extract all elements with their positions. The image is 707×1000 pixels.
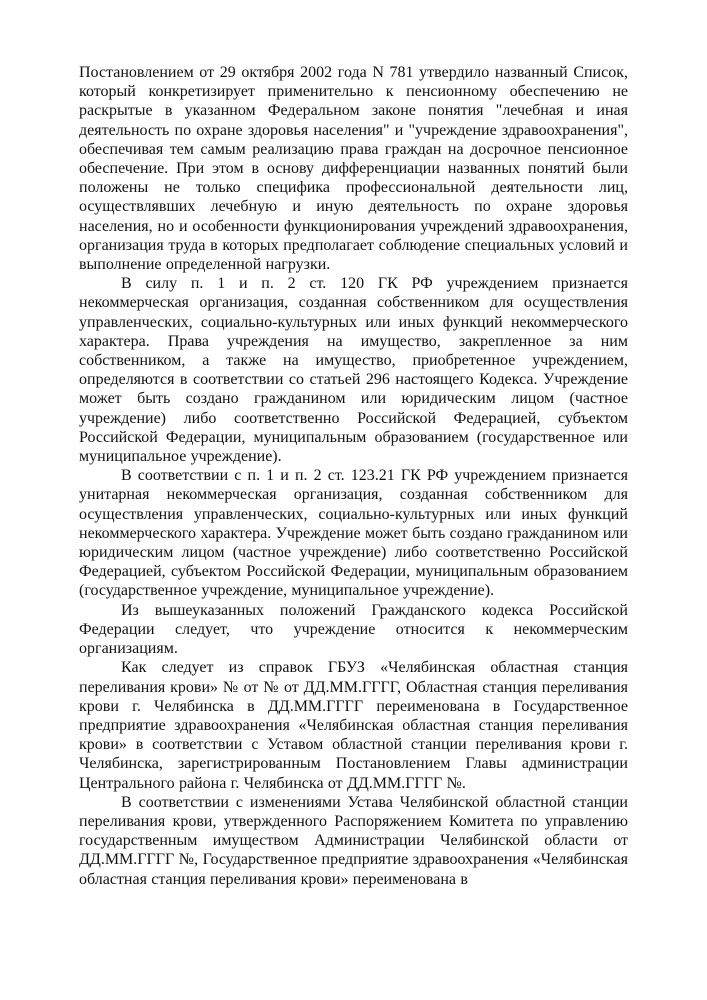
document-paragraph: Как следует из справок ГБУЗ «Челябинская областная станция переливания крови» № от № от ДД.ММ.ГГГГ, Областная станция переливания крови г. Челябинска в ДД.ММ.ГГГГ переименована в Государственное предприятие здравоохранения «Челябинская областная станция переливания крови» в соответствии с Уставом областной станции переливания крови г. Челябинска, зарегистрированным Постановлением Главы администрации Центрального района г. Челябинска от ДД.ММ.ГГГГ №. bbox=[79, 659, 628, 792]
document-paragraph: В соответствии с п. 1 и п. 2 ст. 123.21 ГК РФ учреждением признается унитарная некоммерческая организация, созданная собственником для осуществления управленческих, социально-культурных или иных функций некоммерческого характера. Учреждение может быть создано гражданином или юридическим лицом (частное учреждение) либо соответственно Российской Федерацией, субъектом Российской Федерации, муниципальным образованием (государственное учреждение, муниципальное учреждение). bbox=[79, 467, 628, 600]
document-text-block bbox=[79, 63, 628, 889]
document-paragraph: В соответствии с изменениями Устава Челябинской областной станции переливания крови, утвержденного Распоряжением Комитета по управлению государственным имуществом Администрации Челябинской области от ДД.ММ.ГГГГ №, Государственное предприятие здравоохранения «Челябинская областная станция переливания крови» переименована в bbox=[79, 793, 628, 888]
document-paragraph: Постановлением от 29 октября 2002 года N 781 утвердило названный Список, который конкретизирует применительно к пенсионному обеспечению не раскрытые в указанном Федеральном законе понятия "лечебная и иная деятельность по охране здоровья населения" и "учреждение здравоохранения", обеспечивая тем самым реализацию права граждан на досрочное пенсионное обеспечение. При этом в основу дифференциации названных понятий были положены не только специфика профессиональной деятельности лиц, осуществлявших лечебную и иную деятельность по охране здоровья населения, но и особенности функционирования учреждений здравоохранения, организация труда в которых предполагает соблюдение специальных условий и выполнение определенной нагрузки. bbox=[79, 64, 628, 274]
document-paragraph: Из вышеуказанных положений Гражданского кодекса Российской Федерации следует, что учреждение относится к некоммерческим организациям. bbox=[79, 601, 628, 658]
document-paragraph: В силу п. 1 и п. 2 ст. 120 ГК РФ учреждением признается некоммерческая организация, созданная собственником для осуществления управленческих, социально-культурных или иных функций некоммерческого характера. Права учреждения на имущество, закрепленное за ним собственником, а также на имущество, приобретенное учреждением, определяются в соответствии со статьей 296 настоящего Кодекса. Учреждение может быть создано гражданином или юридическим лицом (частное учреждение) либо соответственно Российской Федерацией, субъектом Российской Федерации, муниципальным образованием (государственное или муниципальное учреждение). bbox=[79, 275, 628, 466]
